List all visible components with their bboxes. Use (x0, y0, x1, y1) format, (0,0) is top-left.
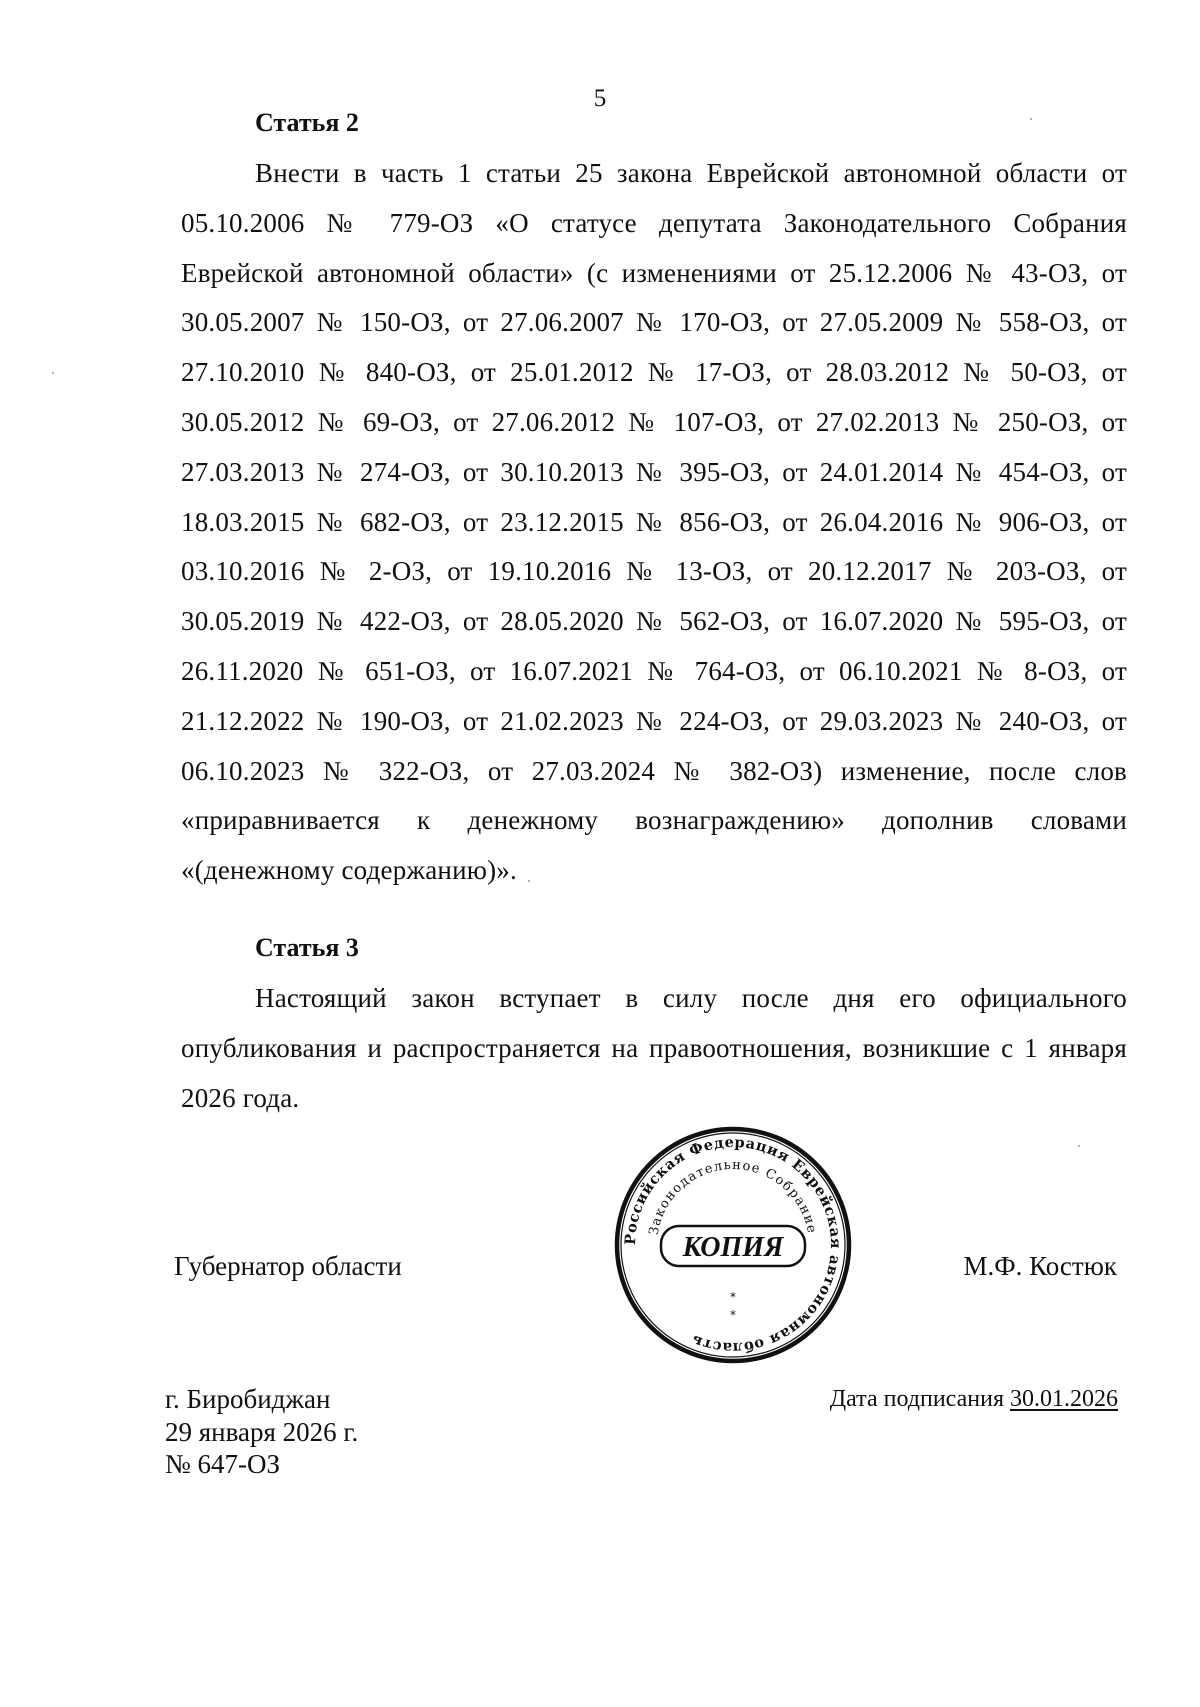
seal-inner-text: Законодательное Собрание (646, 1157, 820, 1237)
signing-date-value: 30.01.2026 (1010, 1386, 1118, 1412)
scan-speck (1030, 118, 1032, 120)
article-2-text: Внести в часть 1 статьи 25 закона Еврейской автономной области от 05.10.2006 № 779-ОЗ «О статусе депутата Законодательного Собрания Еврейской автономной области» (с изменениями от 25.12.2006 № 43-ОЗ, от 30.05.2007 № 150-ОЗ, от 27.06.2007 № 170-ОЗ, от 27.05.2009 № 558-ОЗ, от 27.10.2010 № 840-ОЗ, от 25.01.2012 № 17-ОЗ, от 28.03.2012 № 50-ОЗ, от 30.05.2012 № 69-ОЗ, от 27.06.2012 № 107-ОЗ, от 27.02.2013 № 250-ОЗ, от 27.03.2013 № 274-ОЗ, от 30.10.2013 № 395-ОЗ, от 24.01.2014 № 454-ОЗ, от 18.03.2015 № 682-ОЗ, от 23.12.2015 № 856-ОЗ, от 26.04.2016 № 906-ОЗ, от 03.10.2016 № 2-ОЗ, от 19.10.2016 № 13-ОЗ, от 20.12.2017 № 203-ОЗ, от 30.05.2019 № 422-ОЗ, от 28.05.2020 № 562-ОЗ, от 16.07.2020 № 595-ОЗ, от 26.11.2020 № 651-ОЗ, от 16.07.2021 № 764-ОЗ, от 06.10.2021 № 8-ОЗ, от 21.12.2022 № 190-ОЗ, от 21.02.2023 № 224-ОЗ, от 29.03.2023 № 240-ОЗ, от 06.10.2023 № 322-ОЗ, от 27.03.2024 № 382-ОЗ) изменение, после слов «приравнивается к денежному вознаграждению» дополнив словами «(денежному содержанию)». (181, 158, 1127, 886)
signature-title: Губернатор области (174, 1251, 402, 1281)
seal-star-icon: * (730, 1308, 736, 1322)
signing-date-label: Дата подписания (829, 1386, 1004, 1412)
seal-outer-text: Российская Федерация Еврейская автономная область (621, 1133, 845, 1357)
seal-star-icon: * (730, 1290, 736, 1304)
law-date: 29 января 2026 г. (165, 1416, 359, 1447)
seal-center-text: КОПИЯ (682, 1232, 784, 1263)
city-label: г. Биробиджан (165, 1384, 331, 1414)
signature-name: М.Ф. Костюк (963, 1251, 1117, 1281)
official-seal (613, 1125, 853, 1365)
place-date-block (165, 1383, 358, 1481)
law-number: № 647-ОЗ (165, 1449, 281, 1479)
scan-speck (52, 372, 54, 374)
article-3-heading: Статья 3 (255, 933, 359, 962)
scan-speck (1078, 1145, 1080, 1147)
article-2-heading: Статья 2 (255, 108, 359, 137)
signing-date (830, 1385, 1118, 1413)
article-3-text: Настоящий закон вступает в силу после дня его официального опубликования и распространяется на правоотношения, возникшие с 1 января 2026 года. (181, 983, 1127, 1113)
scan-speck (528, 880, 530, 882)
page-number: 5 (593, 85, 607, 112)
